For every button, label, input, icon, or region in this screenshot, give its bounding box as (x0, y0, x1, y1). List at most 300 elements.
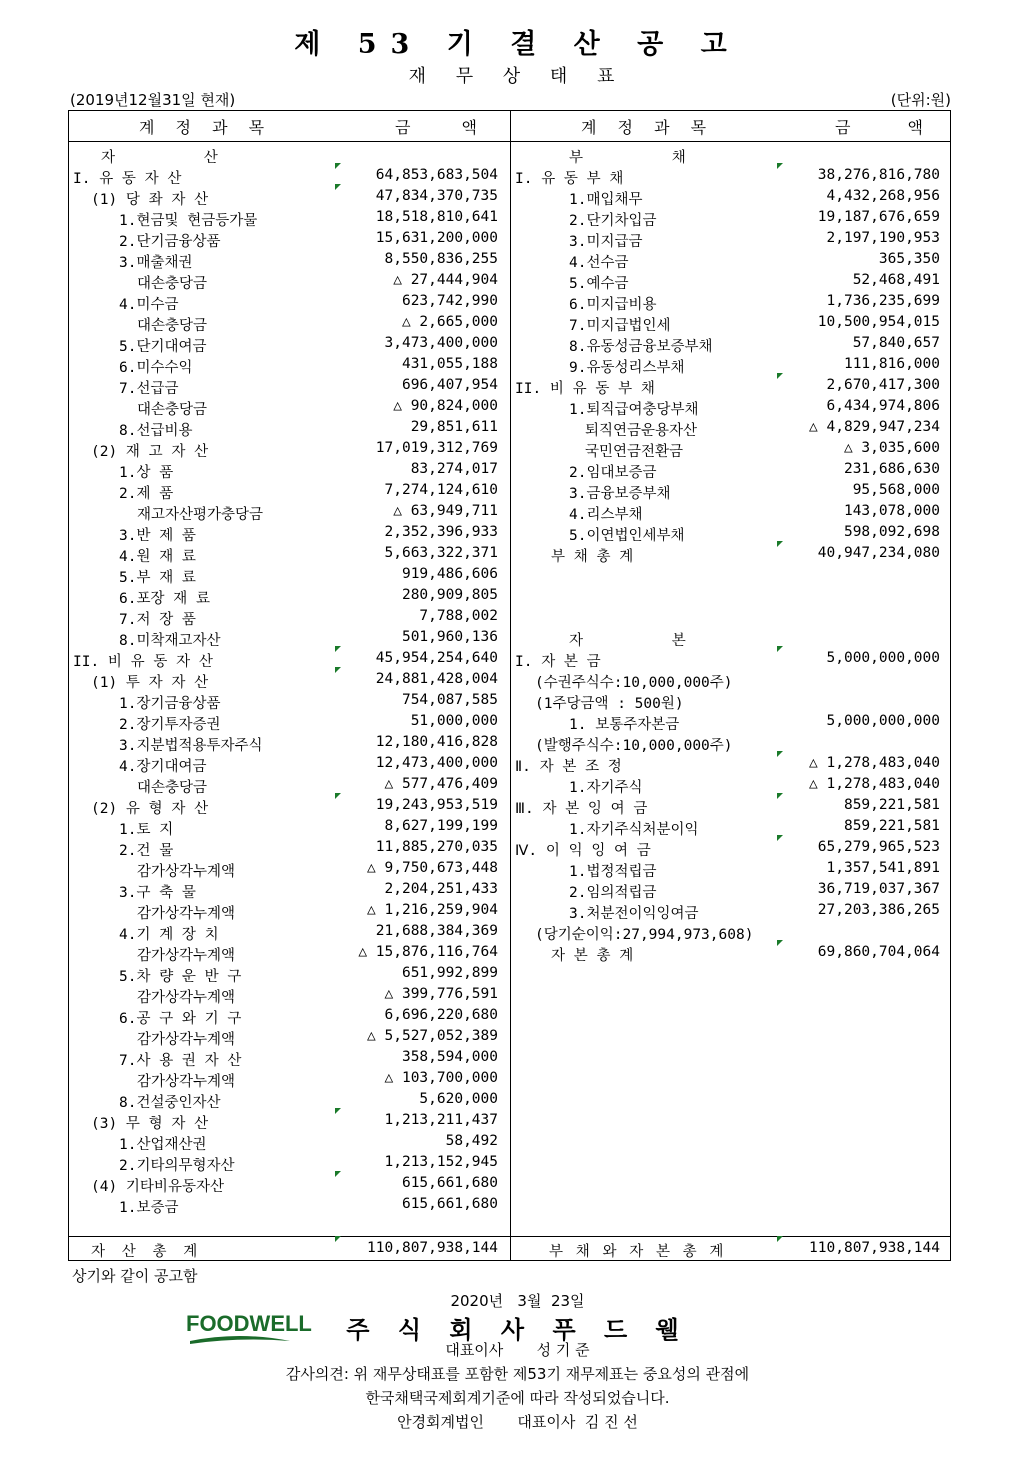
account-label: 대손충당금 (137, 780, 208, 796)
table-row (515, 586, 940, 607)
mark-icon (335, 1236, 341, 1242)
account-label: 퇴직연금운용자산 (585, 423, 698, 439)
account-label: I. 유 동 부 채 (515, 171, 624, 187)
mark-icon (335, 793, 341, 799)
balance-sheet-table (68, 110, 951, 1261)
amount-value: 143,078,000 (843, 503, 940, 519)
mark-icon (777, 163, 783, 169)
amount-value: 19,243,953,519 (375, 797, 498, 813)
amount-value: 7,788,002 (419, 608, 498, 624)
amount-value: 623,742,990 (401, 293, 498, 309)
account-label: 부 채 총 계 (551, 549, 634, 565)
table-row (73, 607, 498, 628)
liab-equity-total-row (515, 1239, 940, 1261)
account-label: 7.사 용 권 자 산 (119, 1053, 242, 1069)
table-row (73, 1111, 498, 1132)
amount-value: 45,954,254,640 (375, 650, 498, 666)
account-label: 3.반 제 품 (119, 528, 196, 544)
amount-value: △ 1,216,259,904 (367, 902, 498, 918)
table-row (515, 460, 940, 481)
account-label: 자 본 총 계 (551, 948, 634, 964)
liab-equity-total-label: 부 채 와 자 본 총 계 (549, 1244, 726, 1260)
table-row (73, 397, 498, 418)
amount-value: △ 103,700,000 (384, 1070, 498, 1086)
audit-opinion-line1: 감사의견: 위 재무상태표를 포함한 제53기 재무제표는 중요성의 관점에 (285, 1365, 750, 1383)
account-label: 1.자기주식 (569, 780, 643, 796)
account-label: 국민연금전환금 (585, 444, 684, 460)
account-label: 감가상각누계액 (137, 990, 236, 1006)
table-row (515, 565, 940, 586)
audit-opinion-line2: 한국채택국제회계기준에 따라 작성되었습니다. (365, 1389, 670, 1407)
account-label: 4.리스부채 (569, 507, 643, 523)
table-row (73, 187, 498, 208)
liab-equity-total-amount: 110,807,938,144 (809, 1240, 940, 1256)
table-row (73, 1048, 498, 1069)
table-row (73, 376, 498, 397)
table-row (73, 313, 498, 334)
account-label: 8.유동성금융보증부채 (569, 339, 713, 355)
account-label: 2.제 품 (119, 486, 174, 502)
amount-value: 859,221,581 (843, 797, 940, 813)
account-label: 4.기 계 장 치 (119, 927, 219, 943)
account-label: (2) 유 형 자 산 (91, 801, 209, 817)
table-row (515, 544, 940, 565)
table-row (73, 418, 498, 439)
account-label: 4.선수금 (569, 255, 629, 271)
amount-value: 12,473,400,000 (375, 755, 498, 771)
mark-icon (777, 541, 783, 547)
amount-value: 1,357,541,891 (826, 860, 940, 876)
amount-value: 4,432,268,956 (826, 188, 940, 204)
amount-value: △ 3,035,600 (843, 440, 940, 456)
amount-value: 431,055,188 (401, 356, 498, 372)
account-label: 1.매입채무 (569, 192, 643, 208)
as-of-date: (2019년12월31일 현재) (70, 91, 236, 109)
amount-value: 754,087,585 (401, 692, 498, 708)
amount-value: 58,492 (445, 1133, 498, 1149)
table-row (73, 1069, 498, 1090)
table-row (515, 670, 940, 691)
amount-value: 19,187,676,659 (817, 209, 940, 225)
account-label: 4.원 재 료 (119, 549, 196, 565)
account-label: 5.부 재 료 (119, 570, 196, 586)
account-label: (3) 무 형 자 산 (91, 1116, 209, 1132)
amount-value: 2,670,417,300 (826, 377, 940, 393)
account-label: (1) 당 좌 자 산 (91, 192, 209, 208)
amount-value: 111,816,000 (843, 356, 940, 372)
table-row (515, 439, 940, 460)
amount-value: 27,203,386,265 (817, 902, 940, 918)
table-row (515, 712, 940, 733)
amount-value: 919,486,606 (401, 566, 498, 582)
amount-value: 3,473,400,000 (384, 335, 498, 351)
account-label: 자 본 (569, 633, 726, 649)
header-rule (69, 141, 950, 142)
header-amount-left: 금 액 (395, 118, 485, 137)
mark-icon (777, 373, 783, 379)
assets-total-row (73, 1239, 498, 1261)
table-row (515, 607, 940, 628)
account-label: 감가상각누계액 (137, 1032, 236, 1048)
amount-value: △ 1,278,483,040 (809, 755, 940, 771)
table-row (73, 985, 498, 1006)
mark-icon (335, 646, 341, 652)
amount-value: △ 399,776,591 (384, 986, 498, 1002)
amount-value: 615,661,680 (401, 1175, 498, 1191)
account-label: 2.임대보증금 (569, 465, 657, 481)
account-label: 5.예수금 (569, 276, 629, 292)
amount-value: 231,686,630 (843, 461, 940, 477)
account-label: 2.단기차입금 (569, 213, 657, 229)
total-rule (69, 1236, 950, 1237)
amount-value: 280,909,805 (401, 587, 498, 603)
account-label: (당기순이익:27,994,973,608) (535, 927, 754, 943)
amount-value: 2,204,251,433 (384, 881, 498, 897)
account-label: (1주당금액 : 500원) (535, 696, 684, 712)
account-label: I. 자 본 금 (515, 654, 601, 670)
table-row (515, 922, 940, 943)
amount-value: 6,696,220,680 (384, 1007, 498, 1023)
assets-total-amount: 110,807,938,144 (367, 1240, 498, 1256)
table-row (73, 355, 498, 376)
header-amount-right: 금 액 (835, 118, 931, 137)
amount-value: 598,092,698 (843, 524, 940, 540)
table-row (73, 922, 498, 943)
amount-value: 38,276,816,780 (817, 167, 940, 183)
table-row (73, 208, 498, 229)
account-label: 8.미착재고자산 (119, 633, 221, 649)
table-row (515, 796, 940, 817)
table-row (515, 754, 940, 775)
account-label: 6.공 구 와 기 구 (119, 1011, 242, 1027)
account-label: 감가상각누계액 (137, 1074, 236, 1090)
amount-value: 501,960,136 (401, 629, 498, 645)
table-row (73, 229, 498, 250)
amount-value: 859,221,581 (843, 818, 940, 834)
table-row (515, 418, 940, 439)
mark-icon (777, 751, 783, 757)
account-label: 부 채 (569, 150, 726, 166)
amount-value: 29,851,611 (410, 419, 498, 435)
notice-text: 상기와 같이 공고함 (72, 1267, 198, 1285)
table-row (515, 628, 940, 649)
account-label: 5.차 량 운 반 구 (119, 969, 242, 985)
table-row (73, 964, 498, 985)
mark-icon (335, 1171, 341, 1177)
assets-total-label: 자 산 총 계 (91, 1244, 202, 1260)
account-label: 1.현금및 현금등가물 (119, 213, 258, 229)
account-label: 감가상각누계액 (137, 864, 236, 880)
account-label: 6.미수수익 (119, 360, 193, 376)
table-row (515, 250, 940, 271)
amount-value: 21,688,384,369 (375, 923, 498, 939)
table-row (515, 376, 940, 397)
table-row (73, 565, 498, 586)
auditor-line: 안경회계법인 대표이사 김 진 선 (397, 1413, 638, 1431)
account-label: 2.단기금융상품 (119, 234, 221, 250)
amount-value: 10,500,954,015 (817, 314, 940, 330)
table-row (515, 523, 940, 544)
table-row (73, 439, 498, 460)
account-label: 7.저 장 품 (119, 612, 196, 628)
amount-value: △ 577,476,409 (384, 776, 498, 792)
table-row (515, 880, 940, 901)
account-label: 2.기타의무형자산 (119, 1158, 235, 1174)
account-label: 2.임의적립금 (569, 885, 657, 901)
table-row (515, 229, 940, 250)
table-row (515, 166, 940, 187)
table-row (73, 1195, 498, 1216)
company-name: 주 식 회 사 푸 드 웰 (346, 1315, 689, 1344)
table-row (73, 796, 498, 817)
account-label: 5.단기대여금 (119, 339, 207, 355)
account-label: 1.퇴직급여충당부채 (569, 402, 699, 418)
mark-icon (335, 1108, 341, 1114)
header-account-left: 계 정 과 목 (139, 118, 273, 137)
account-label: 6.미지급비용 (569, 297, 657, 313)
amount-value: 57,840,657 (852, 335, 940, 351)
amount-value: 40,947,234,080 (817, 545, 940, 561)
unit-label: (단위:원) (890, 91, 951, 109)
table-row (73, 250, 498, 271)
table-row (73, 586, 498, 607)
notice-date: 2020년 3월 23일 (450, 1292, 585, 1310)
amount-value: 83,274,017 (410, 461, 498, 477)
amount-value: 6,434,974,806 (826, 398, 940, 414)
amount-value: 47,834,370,735 (375, 188, 498, 204)
amount-value: 69,860,704,064 (817, 944, 940, 960)
account-label: Ⅲ. 자 본 잉 여 금 (515, 801, 648, 817)
mark-icon (777, 646, 783, 652)
account-label: 1.장기금융상품 (119, 696, 221, 712)
table-row (73, 628, 498, 649)
mark-icon (335, 184, 341, 190)
account-label: 재고자산평가충당금 (137, 507, 264, 523)
amount-value: △ 15,876,116,764 (358, 944, 498, 960)
amount-value: △ 4,829,947,234 (809, 419, 940, 435)
table-row (515, 943, 940, 964)
account-label: 7.미지급법인세 (569, 318, 671, 334)
table-row (73, 1174, 498, 1195)
table-row (515, 859, 940, 880)
amount-value: △ 2,665,000 (401, 314, 498, 330)
table-row (73, 649, 498, 670)
amount-value: 18,518,810,641 (375, 209, 498, 225)
mark-icon (777, 1236, 783, 1242)
account-label: 감가상각누계액 (137, 948, 236, 964)
amount-value: 696,407,954 (401, 377, 498, 393)
liabilities-equity-column (515, 145, 940, 964)
account-label: 1.자기주식처분이익 (569, 822, 699, 838)
table-row (73, 733, 498, 754)
amount-value: 11,885,270,035 (375, 839, 498, 855)
table-row (73, 1090, 498, 1111)
account-label: 자 산 (101, 150, 258, 166)
table-row (515, 502, 940, 523)
table-row (73, 838, 498, 859)
account-label: 2.장기투자증권 (119, 717, 221, 733)
report-subtitle: 재 무 상 태 표 (408, 66, 627, 87)
account-label: 2.건 물 (119, 843, 174, 859)
account-label: Ⅱ. 자 본 조 정 (515, 759, 622, 775)
amount-value: 15,631,200,000 (375, 230, 498, 246)
account-label: 3.구 축 물 (119, 885, 196, 901)
report-title: 제 53 기 결 산 공 고 (294, 29, 741, 60)
table-row (73, 271, 498, 292)
table-row (73, 460, 498, 481)
amount-value: 51,000,000 (410, 713, 498, 729)
table-row (73, 691, 498, 712)
account-label: 8.건설중인자산 (119, 1095, 221, 1111)
table-row (73, 502, 498, 523)
table-row (73, 544, 498, 565)
table-row (73, 1132, 498, 1153)
account-label: 3.지분법적용투자주식 (119, 738, 263, 754)
amount-value: 358,594,000 (401, 1049, 498, 1065)
table-row (515, 649, 940, 670)
table-row (73, 292, 498, 313)
assets-column (73, 145, 498, 1216)
table-row (73, 1027, 498, 1048)
table-row (515, 208, 940, 229)
amount-value: 95,568,000 (852, 482, 940, 498)
table-row (73, 145, 498, 166)
amount-value: 64,853,683,504 (375, 167, 498, 183)
account-label: 4.미수금 (119, 297, 179, 313)
account-label: 4.장기대여금 (119, 759, 207, 775)
account-label: 대손충당금 (137, 276, 208, 292)
mark-icon (777, 793, 783, 799)
table-row (515, 481, 940, 502)
table-row (515, 271, 940, 292)
account-label: 감가상각누계액 (137, 906, 236, 922)
table-row (515, 187, 940, 208)
account-label: 대손충당금 (137, 402, 208, 418)
table-row (73, 943, 498, 964)
amount-value: 651,992,899 (401, 965, 498, 981)
table-row (515, 691, 940, 712)
mark-icon (777, 835, 783, 841)
mark-icon (335, 163, 341, 169)
header-account-right: 계 정 과 목 (581, 118, 715, 137)
amount-value: 5,663,322,371 (384, 545, 498, 561)
amount-value: 65,279,965,523 (817, 839, 940, 855)
amount-value: 52,468,491 (852, 272, 940, 288)
table-row (73, 754, 498, 775)
account-label: (2) 재 고 자 산 (91, 444, 209, 460)
amount-value: △ 9,750,673,448 (367, 860, 498, 876)
account-label: (4) 기타비유동자산 (91, 1179, 224, 1195)
mark-icon (777, 940, 783, 946)
amount-value: △ 90,824,000 (393, 398, 498, 414)
table-row (73, 670, 498, 691)
table-row (515, 733, 940, 754)
table-row (515, 817, 940, 838)
table-row (73, 1153, 498, 1174)
amount-value: 5,620,000 (419, 1091, 498, 1107)
table-row (515, 313, 940, 334)
account-label: 7.선급금 (119, 381, 179, 397)
account-label: 6.포장 재 료 (119, 591, 210, 607)
amount-value: 8,550,836,255 (384, 251, 498, 267)
table-row (73, 1006, 498, 1027)
account-label: 3.미지급금 (569, 234, 643, 250)
amount-value: 1,736,235,699 (826, 293, 940, 309)
table-row (515, 775, 940, 796)
amount-value: 8,627,199,199 (384, 818, 498, 834)
table-row (73, 481, 498, 502)
account-label: 3.매출채권 (119, 255, 193, 271)
table-row (73, 817, 498, 838)
account-label: 3.처분전이익잉여금 (569, 906, 699, 922)
table-row (73, 334, 498, 355)
amount-value: 17,019,312,769 (375, 440, 498, 456)
amount-value: 1,213,211,437 (384, 1112, 498, 1128)
table-row (515, 334, 940, 355)
account-label: 9.유동성리스부채 (569, 360, 685, 376)
table-row (73, 880, 498, 901)
account-label: 1. 보통주자본금 (569, 717, 680, 733)
table-row (515, 355, 940, 376)
table-row (73, 859, 498, 880)
account-label: 1.산업재산권 (119, 1137, 207, 1153)
mark-icon (335, 667, 341, 673)
account-label: Ⅳ. 이 익 잉 여 금 (515, 843, 651, 859)
account-label: 8.선급비용 (119, 423, 193, 439)
table-row (515, 838, 940, 859)
amount-value: 1,213,152,945 (384, 1154, 498, 1170)
column-divider (510, 111, 511, 1260)
account-label: II. 비 유 동 부 채 (515, 381, 655, 397)
amount-value: △ 27,444,904 (393, 272, 498, 288)
amount-value: 24,881,428,004 (375, 671, 498, 687)
amount-value: △ 1,278,483,040 (809, 776, 940, 792)
account-label: 대손충당금 (137, 318, 208, 334)
table-row (73, 523, 498, 544)
amount-value: 2,352,396,933 (384, 524, 498, 540)
account-label: 1.토 지 (119, 822, 174, 838)
amount-value: 365,350 (878, 251, 940, 267)
table-row (73, 166, 498, 187)
table-row (515, 901, 940, 922)
account-label: I. 유 동 자 산 (73, 171, 182, 187)
account-label: 3.금융보증부채 (569, 486, 671, 502)
account-label: (1) 투 자 자 산 (91, 675, 209, 691)
amount-value: △ 63,949,711 (393, 503, 498, 519)
amount-value: 615,661,680 (401, 1196, 498, 1212)
amount-value: 5,000,000,000 (826, 713, 940, 729)
table-row (73, 901, 498, 922)
account-label: 1.상 품 (119, 465, 174, 481)
table-row (515, 145, 940, 166)
account-label: (수권주식수:10,000,000주) (535, 675, 733, 691)
logo-text: FOODWELL (186, 1311, 312, 1336)
amount-value: 12,180,416,828 (375, 734, 498, 750)
amount-value: 7,274,124,610 (384, 482, 498, 498)
amount-value: 2,197,190,953 (826, 230, 940, 246)
account-label: II. 비 유 동 자 산 (73, 654, 213, 670)
table-row (515, 292, 940, 313)
table-row (73, 775, 498, 796)
ceo-line: 대표이사 성 기 준 (445, 1341, 590, 1359)
table-row (73, 712, 498, 733)
amount-value: △ 5,527,052,389 (367, 1028, 498, 1044)
amount-value: 5,000,000,000 (826, 650, 940, 666)
amount-value: 36,719,037,367 (817, 881, 940, 897)
account-label: (발행주식수:10,000,000주) (535, 738, 733, 754)
account-label: 1.법정적립금 (569, 864, 657, 880)
account-label: 1.보증금 (119, 1200, 179, 1216)
